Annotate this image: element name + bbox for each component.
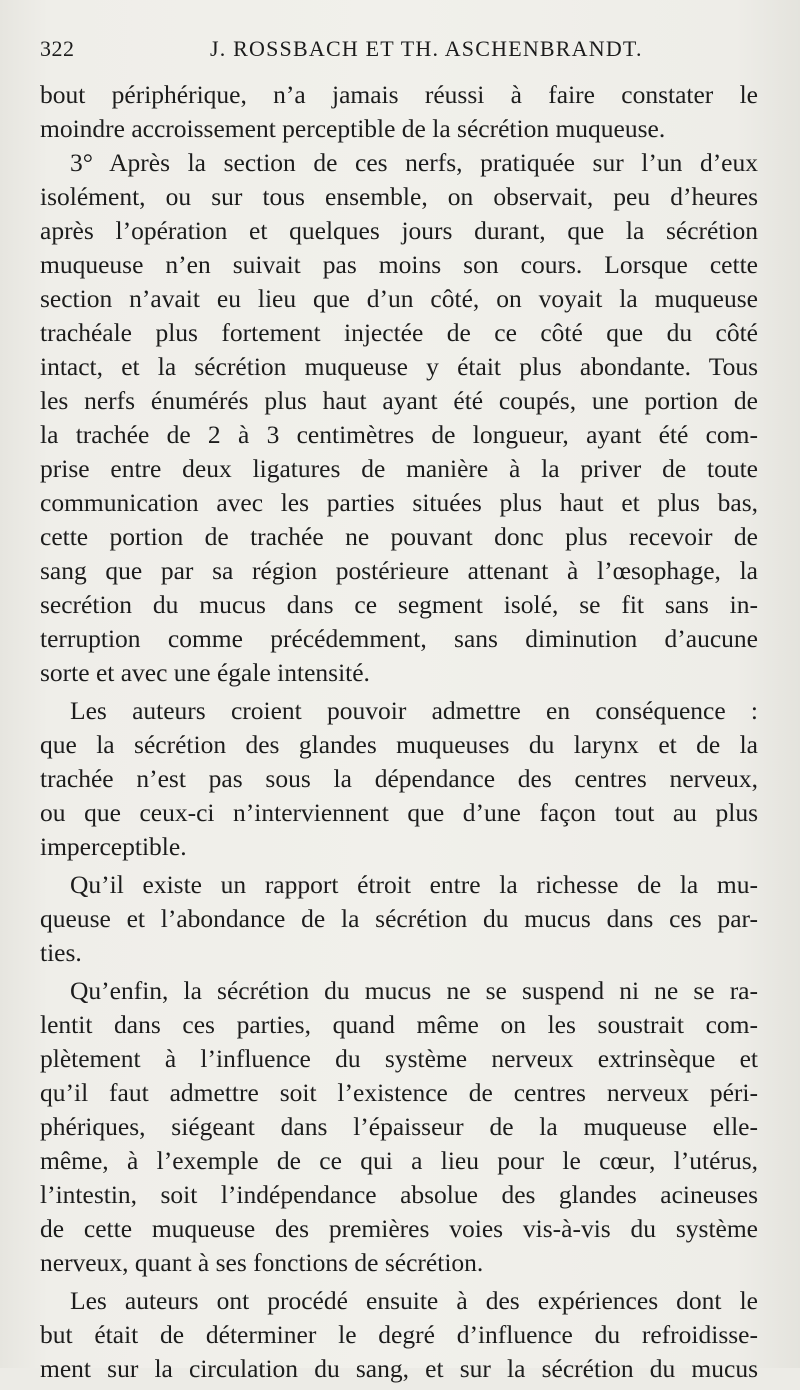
text-line: communication avec les parties situées plus haut et plus bas, — [40, 488, 758, 517]
text-line: ment sur la circulation du sang, et sur la sécrétion du mucus — [40, 1354, 758, 1383]
text-line: trachée n’est pas sous la dépendance des centres nerveux, — [40, 764, 758, 793]
paragraph — [40, 974, 758, 1280]
text-line: l’intestin, soit l’indépendance absolue des glandes acineuses — [40, 1180, 758, 1209]
text-line: de cette muqueuse des premières voies vis-à-vis du système — [40, 1214, 758, 1243]
text-line: Les auteurs croient pouvoir admettre en conséquence : — [70, 696, 758, 725]
text-line: Qu’enfin, la sécrétion du mucus ne se suspend ni ne se ra- — [70, 976, 758, 1005]
text-line: la trachée de 2 à 3 centimètres de longueur, ayant été com- — [40, 420, 758, 449]
paragraph — [40, 1284, 758, 1386]
text-line: moindre accroissement perceptible de la sécrétion muqueuse. — [40, 114, 666, 143]
text-line: imperceptible. — [40, 832, 187, 861]
text-line: qu’il faut admettre soit l’existence de centres nerveux péri- — [40, 1078, 758, 1107]
text-line: terruption comme précédemment, sans diminution d’aucune — [40, 624, 758, 653]
text-line: bout périphérique, n’a jamais réussi à faire constater le — [40, 80, 758, 109]
text-line: ou que ceux-ci n’interviennent que d’une façon tout au plus — [40, 798, 758, 827]
running-head — [40, 36, 760, 66]
text-line: prise entre deux ligatures de manière à la priver de toute — [40, 454, 758, 483]
text-line: sang que par sa région postérieure attenant à l’œsophage, la — [40, 556, 758, 585]
text-line: Qu’il existe un rapport étroit entre la richesse de la mu- — [70, 870, 758, 899]
body-text — [40, 78, 758, 1390]
text-line: ties. — [40, 938, 82, 967]
running-title: J. ROSSBACH ET TH. ASCHENBRANDT. — [210, 36, 643, 61]
text-line: 3° Après la section de ces nerfs, pratiquée sur l’un d’eux — [70, 148, 758, 177]
text-line: sorte et avec une égale intensité. — [40, 658, 370, 687]
text-line: les nerfs énumérés plus haut ayant été coupés, une portion de — [40, 386, 758, 415]
text-line: queuse et l’abondance de la sécrétion du mucus dans ces par- — [40, 904, 758, 933]
text-line: même, à l’exemple de ce qui a lieu pour le cœur, l’utérus, — [40, 1146, 758, 1175]
text-line: plètement à l’influence du système nerveux extrinsèque et — [40, 1044, 758, 1073]
text-line: lentit dans ces parties, quand même on les soustrait com- — [40, 1010, 758, 1039]
text-line: section n’avait eu lieu que d’un côté, on voyait la muqueuse — [40, 284, 758, 313]
text-line: but était de déterminer le degré d’influence du refroidisse- — [40, 1320, 758, 1349]
text-line: cette portion de trachée ne pouvant donc plus recevoir de — [40, 522, 758, 551]
paragraph-gap — [40, 1386, 758, 1390]
text-line: intact, et la sécrétion muqueuse y était plus abondante. Tous — [40, 352, 758, 381]
text-line: muqueuse n’en suivait pas moins son cours. Lorsque cette — [40, 250, 758, 279]
paragraph — [40, 868, 758, 970]
paragraph — [40, 146, 758, 690]
paragraph — [40, 78, 758, 146]
text-line: nerveux, quant à ses fonctions de sécrétion. — [40, 1248, 484, 1277]
text-line: après l’opération et quelques jours durant, que la sécrétion — [40, 216, 758, 245]
text-line: que la sécrétion des glandes muqueuses du larynx et de la — [40, 730, 758, 759]
text-line: secrétion du mucus dans ce segment isolé, se fit sans in- — [40, 590, 758, 619]
text-line: isolément, ou sur tous ensemble, on observait, peu d’heures — [40, 182, 758, 211]
paragraph — [40, 694, 758, 864]
text-line: trachéale plus fortement injectée de ce côté que du côté — [40, 318, 758, 347]
text-line: Les auteurs ont procédé ensuite à des expériences dont le — [70, 1286, 758, 1315]
page-number: 322 — [40, 36, 75, 61]
text-line: phériques, siégeant dans l’épaisseur de la muqueuse elle- — [40, 1112, 758, 1141]
